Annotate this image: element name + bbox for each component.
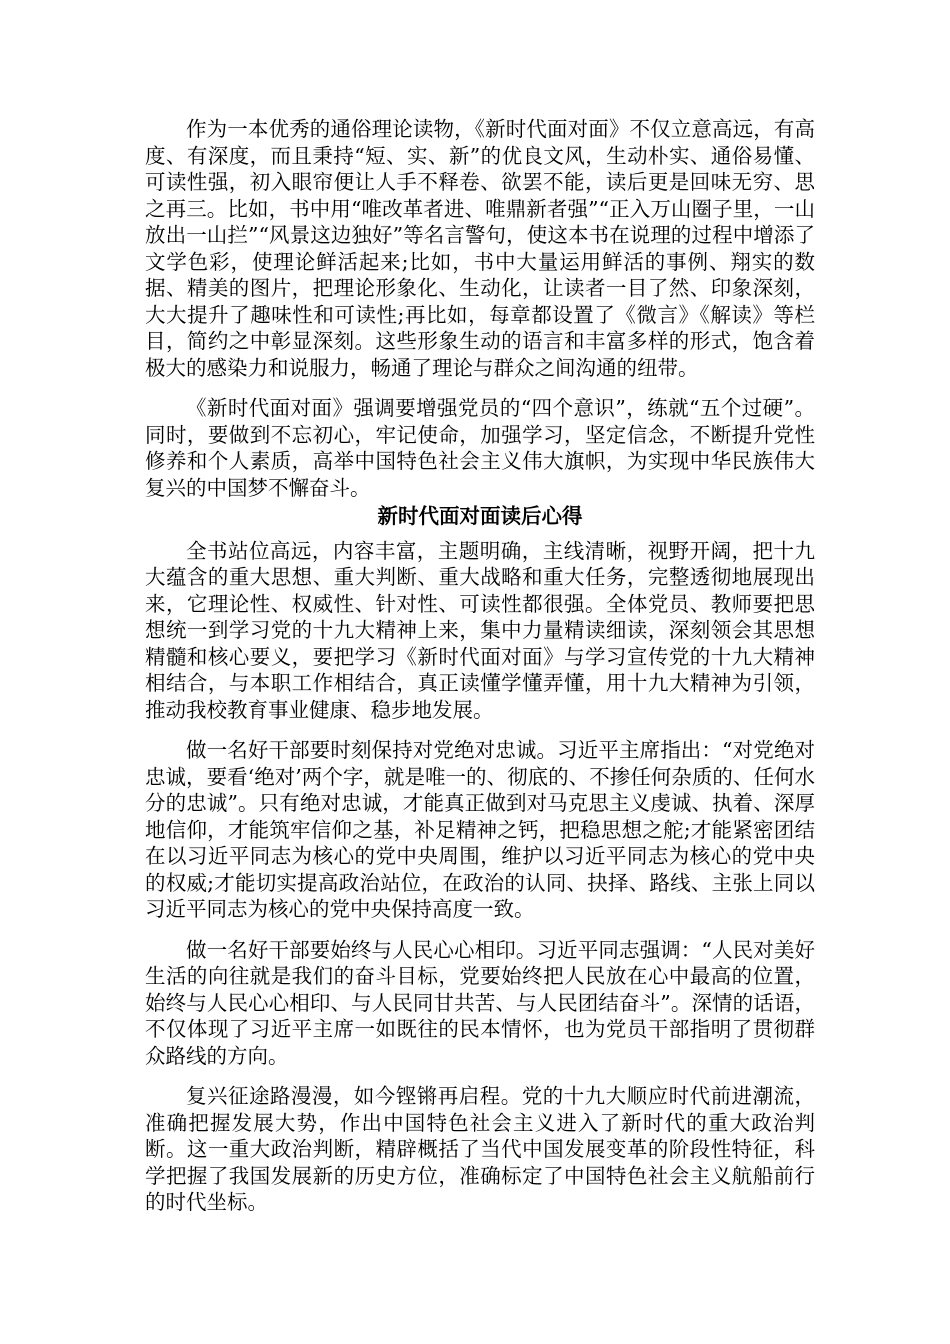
paragraph-people-connection: 做一名好干部要始终与人民心心相印。习近平同志强调：“人民对美好生活的向往就是我们的奋斗目标，党要始终把人民放在心中最高的位置，始终与人民心心相印、与人民同甘共苦、与人民团结奋斗”。深情的话语，不仅体现了习近平主席一如既往的民本情怀，也为党员干部指明了贯彻群众路线的方向。: [145, 937, 815, 1068]
section-heading: 新时代面对面读后心得: [377, 504, 583, 528]
paragraph-popular-theory-reading: 作为一本优秀的通俗理论读物，《新时代面对面》不仅立意高远，有高度、有深度，而且秉持“短、实、新”的优良文风，生动朴实、通俗易懂、可读性强，初入眼帘便让人手不释卷、欲罢不能，读后更是回味无穷、思之再三。比如，书中用“唯改革者进、唯鼎新者强”“正入万山圈子里，一山放出一山拦”“风景这边独好”等名言警句，使这本书在说理的过程中增添了文学色彩，使理论鲜活起来;比如，书中大量运用鲜活的事例、翔实的数据、精美的图片，把理论形象化、生动化，让读者一目了然、印象深刻，大大提升了趣味性和可读性;再比如，每章都设置了《微言》《解读》等栏目，简约之中彰显深刻。这些形象生动的语言和丰富多样的形式，饱含着极大的感染力和说服力，畅通了理论与群众之间沟通的纽带。: [145, 117, 815, 380]
document-page: [145, 116, 815, 1230]
paragraph-four-consciousness: 《新时代面对面》强调要增强党员的“四个意识”，练就“五个过硬”。同时，要做到不忘初心，牢记使命，加强学习，坚定信念，不断提升党性修养和个人素质，高举中国特色社会主义伟大旗帜，为实现中华民族伟大复兴的中国梦不懈奋斗。: [145, 396, 815, 500]
paragraph-book-overview: 全书站位高远，内容丰富，主题明确，主线清晰，视野开阔，把十九大蕴含的重大思想、重大判断、重大战略和重大任务，完整透彻地展现出来，它理论性、权威性、针对性、可读性都很强。全体党员、教师要把思想统一到学习党的十九大精神上来，集中力量精读细读，深刻领会其思想精髓和核心要义，要把学习《新时代面对面》与学习宣传党的十九大精神相结合，与本职工作相结合，真正读懂学懂弄懂，用十九大精神为引领，推动我校教育事业健康、稳步地发展。: [145, 538, 815, 722]
paragraph-rejuvenation-journey: 复兴征途路漫漫，如今铿锵再启程。党的十九大顺应时代前进潮流，准确把握发展大势，作出中国特色社会主义进入了新时代的重大政治判断。这一重大政治判断，精辟概括了当代中国发展变革的阶段性特征，科学把握了我国发展新的历史方位，准确标定了中国特色社会主义航船前行的时代坐标。: [145, 1084, 815, 1214]
paragraph-loyalty-to-party: 做一名好干部要时刻保持对党绝对忠诚。习近平主席指出：“对党绝对忠诚，要看‘绝对’两个字，就是唯一的、彻底的、不掺任何杂质的、任何水分的忠诚”。只有绝对忠诚，才能真正做到对马克思主义虔诚、执着、深厚地信仰，才能筑牢信仰之基，补足精神之钙，把稳思想之舵;才能紧密团结在以习近平同志为核心的党中央周围，维护以习近平同志为核心的党中央的权威;才能切实提高政治站位，在政治的认同、抉择、路线、主张上同以习近平同志为核心的党中央保持高度一致。: [145, 738, 815, 921]
